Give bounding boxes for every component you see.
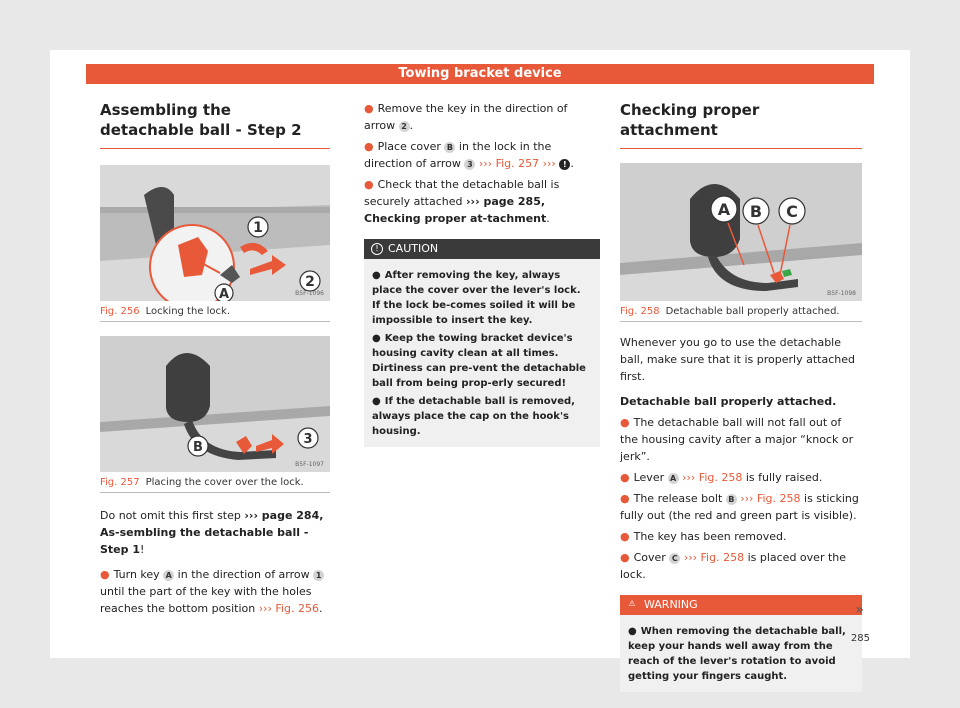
step-text: Check that the detachable ball is securely attached <box>364 178 560 208</box>
continue-marker: » <box>855 602 864 618</box>
step-text: in the lock in the direction of arrow <box>364 140 552 170</box>
caution-header <box>364 239 600 259</box>
step-4 <box>364 176 600 227</box>
figure-reference-link[interactable]: ››› Fig. 257 ››› <box>475 157 560 170</box>
warning-header <box>620 595 862 615</box>
figure-reference-link[interactable]: ››› Fig. 258 <box>678 471 743 484</box>
figure-256-caption <box>100 306 330 322</box>
callout-c: C <box>786 202 798 221</box>
column-3 <box>620 96 862 692</box>
caption-text: Detachable ball properly attached. <box>665 306 840 317</box>
section-heading: Assembling the detachable ball - Step 2 <box>100 101 302 139</box>
warning-icon: ! <box>559 159 570 170</box>
caution-body <box>364 259 600 447</box>
caution-title: CAUTION <box>388 242 439 255</box>
cross-reference-link[interactable]: ››› page 284, As-sembling the detachable ball - Step 1 <box>100 509 324 556</box>
callout-2: 2 <box>305 274 315 290</box>
bullet-icon: ● <box>372 270 381 281</box>
step-2 <box>364 100 600 134</box>
arrow-2-badge: 2 <box>399 121 410 132</box>
bolt-b-badge: B <box>726 494 737 505</box>
check-text: Lever <box>633 471 668 484</box>
intro-text: Do not omit this first step <box>100 509 245 522</box>
caution-text: Keep the towing bracket device's housing cavity clean at all times. Dirtiness can pre-vent the detachable ball from being prop-erly secured! <box>372 333 586 389</box>
figure-257 <box>100 336 330 472</box>
figure-number: Fig. 258 <box>620 306 660 317</box>
check-item <box>620 549 862 583</box>
callout-b: B <box>193 440 203 455</box>
bullet-icon: ● <box>620 492 630 505</box>
bullet-icon: ● <box>620 471 630 484</box>
manual-page <box>50 50 910 682</box>
callout-3: 3 <box>303 432 313 447</box>
warning-title: WARNING <box>644 598 698 611</box>
step-text: . <box>318 602 323 615</box>
check-text: The release bolt <box>633 492 726 505</box>
figure-257-caption <box>100 477 330 493</box>
cover-b-badge: B <box>444 142 455 153</box>
column-1 <box>100 96 330 617</box>
section-heading: Checking proper attachment <box>620 101 760 139</box>
arrow-3-badge: 3 <box>464 159 475 170</box>
figure-reference-link[interactable]: ››› Fig. 258 <box>680 551 745 564</box>
bullet-icon: ● <box>364 102 374 115</box>
column-2 <box>364 96 600 447</box>
check-text: Cover <box>633 551 670 564</box>
figure-code: B5F-1096 <box>295 290 324 297</box>
step-text: Turn key <box>113 568 164 581</box>
figure-258 <box>620 163 862 301</box>
intro-paragraph: Whenever you go to use the detachable ball, make sure that it is properly attached first. <box>620 336 855 383</box>
warning-body <box>620 615 862 692</box>
check-text: The detachable ball will not fall out of the housing cavity after a major “knock or jerk”. <box>620 416 854 463</box>
step-text: Remove the key in the direction of arrow <box>364 102 568 132</box>
step-1 <box>100 566 330 617</box>
caption-text: Placing the cover over the lock. <box>145 477 304 488</box>
step-text: in the direction of arrow <box>174 568 314 581</box>
bullet-icon: ● <box>620 551 630 564</box>
figure-257-illustration <box>100 336 330 472</box>
callout-1: 1 <box>253 220 263 236</box>
cover-c-badge: C <box>669 553 680 564</box>
bullet-icon: ● <box>100 568 110 581</box>
callout-a: A <box>218 287 230 301</box>
key-a-badge: A <box>163 570 174 581</box>
check-item <box>620 528 862 545</box>
callout-b: B <box>749 202 763 221</box>
lever-a-badge: A <box>668 473 679 484</box>
check-text: is placed over the lock. <box>620 551 847 581</box>
figure-258-caption <box>620 306 862 322</box>
check-text: is sticking fully out (the red and green part is visible). <box>620 492 859 522</box>
caution-box <box>364 239 600 447</box>
step-text: . <box>546 212 550 225</box>
step-text: until the part of the key with the holes reaches the bottom position <box>100 585 312 615</box>
caution-text: After removing the key, always place the cover over the lever's lock. If the lock be-comes soiled it will be impossible to insert the key. <box>372 270 581 326</box>
figure-number: Fig. 256 <box>100 306 140 317</box>
figure-reference-link[interactable]: ››› Fig. 258 <box>736 492 801 505</box>
warning-item <box>628 624 854 684</box>
intro-end: ! <box>140 543 145 556</box>
bullet-icon: ● <box>628 626 637 637</box>
step-text: . <box>570 157 574 170</box>
caution-item <box>372 268 592 328</box>
bullet-icon: ● <box>372 333 381 344</box>
caption-text: Locking the lock. <box>145 306 231 317</box>
bullet-icon: ● <box>620 416 630 429</box>
arrow-1-badge: 1 <box>313 570 324 581</box>
caution-icon: ! <box>371 243 383 255</box>
page-number: 285 <box>850 633 870 644</box>
caution-item <box>372 331 592 391</box>
warning-triangle-icon: ⚠ <box>628 599 636 608</box>
figure-code: B5F-1098 <box>827 290 856 297</box>
caution-item <box>372 394 592 439</box>
bullet-icon: ● <box>364 178 374 191</box>
check-item <box>620 414 862 465</box>
step-text: Place cover <box>377 140 445 153</box>
warning-text: When removing the detachable ball, keep your hands well away from the reach of the lever's rotation to avoid getting your fingers caught. <box>628 626 846 682</box>
step-3 <box>364 138 600 172</box>
bullet-icon: ● <box>372 396 381 407</box>
callout-a: A <box>717 200 731 219</box>
figure-256-illustration <box>100 165 330 301</box>
heading-rule <box>100 148 330 149</box>
subheading: Detachable ball properly attached. <box>620 395 837 408</box>
check-item <box>620 469 862 486</box>
figure-258-illustration <box>620 163 862 301</box>
section-header: Towing bracket device <box>86 64 874 84</box>
intro-paragraph <box>100 507 330 558</box>
figure-256 <box>100 165 330 301</box>
step-text: . <box>409 119 414 132</box>
caution-text: If the detachable ball is removed, always place the cap on the hook's housing. <box>372 396 575 437</box>
bullet-icon: ● <box>364 140 374 153</box>
check-text: is fully raised. <box>742 471 823 484</box>
check-item <box>620 490 862 524</box>
bullet-icon: ● <box>620 530 630 543</box>
figure-code: B5F-1097 <box>295 461 324 468</box>
figure-reference-link[interactable]: ››› Fig. 256 <box>258 602 319 615</box>
check-text: The key has been removed. <box>633 530 787 543</box>
warning-box <box>620 595 862 692</box>
figure-number: Fig. 257 <box>100 477 140 488</box>
cross-reference-link[interactable]: ››› page 285, Checking proper at-tachment <box>364 195 547 225</box>
heading-rule <box>620 148 862 149</box>
